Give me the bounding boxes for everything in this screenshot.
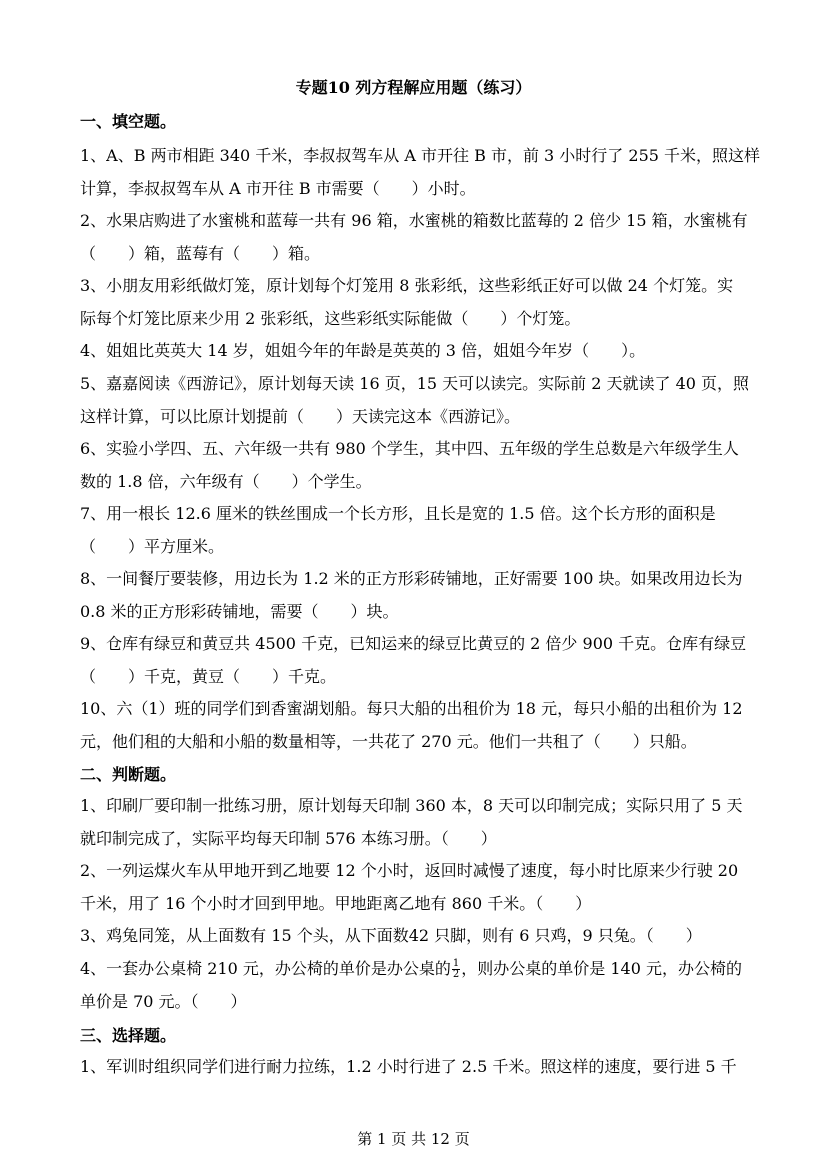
question-line: 3、小朋友用彩纸做灯笼，原计划每个灯笼用 8 张彩纸，这些彩纸正好可以做 24 个灯笼。实 — [80, 276, 734, 295]
fill-question-4 — [80, 335, 752, 368]
question-line: 1、军训时组织同学们进行耐力拉练，1.2 小时行进了 2.5 千米。照这样的速度，要行进 5 千 — [80, 1057, 737, 1076]
fraction-numerator: 1 — [452, 958, 460, 969]
question-line: 4、姐姐比英英大 14 岁，姐姐今年的年龄是英英的 3 倍，姐姐今年岁（ ）。 — [80, 341, 646, 360]
fill-question-7 — [80, 498, 752, 563]
fill-question-5 — [80, 368, 752, 433]
question-line: 5、嘉嘉阅读《西游记》，原计划每天读 16 页，15 天可以读完。实际前 2 天就读了 40 页，照 — [80, 374, 750, 393]
judge-question-4 — [80, 953, 752, 1018]
question-line: 10、六（1）班的同学们到香蜜湖划船。每只大船的出租价为 18 元，每只小船的出租价为 12 — [80, 699, 743, 718]
question-line: （ ）箱，蓝莓有（ ）箱。 — [80, 243, 321, 263]
question-line: 7、用一根长 12.6 厘米的铁丝围成一个长方形，且长是宽的 1.5 倍。这个长方形的面积是 — [80, 504, 716, 523]
question-line: （ ）千克，黄豆（ ）千克。 — [80, 666, 337, 686]
judge-question-1 — [80, 790, 752, 855]
question-line: 3、鸡兔同笼，从上面数有 15 个头，从下面数42 只脚，则有 6 只鸡，9 只兔。（ ） — [80, 926, 702, 945]
choice-question-1 — [80, 1051, 752, 1084]
question-line: 8、一间餐厅要装修，用边长为 1.2 米的正方形彩砖铺地，正好需要 100 块。如果改用边长为 — [80, 569, 743, 588]
question-line — [80, 953, 752, 986]
fill-question-8 — [80, 563, 752, 628]
question-line: 这样计算，可以比原计划提前（ ）天读完这本《西游记》。 — [80, 406, 521, 426]
question-line: 2、一列运煤火车从甲地开到乙地要 12 个小时，返回时减慢了速度，每小时比原来少行驶 20 — [80, 861, 739, 880]
judge-question-2 — [80, 855, 752, 920]
question-line: （ ）平方厘米。 — [80, 536, 225, 556]
fill-question-6 — [80, 433, 752, 498]
fill-question-9 — [80, 628, 752, 693]
fill-question-3 — [80, 270, 752, 335]
page-footer: 第 1 页 共 12 页 — [357, 1130, 470, 1148]
fraction — [452, 959, 460, 980]
question-line: 2、水果店购进了水蜜桃和蓝莓一共有 96 箱，水蜜桃的箱数比蓝莓的 2 倍少 15 箱，水蜜桃有 — [80, 211, 748, 230]
fill-question-2 — [80, 205, 752, 270]
question-line: 际每个灯笼比原来少用 2 张彩纸，这些彩纸实际能做（ ）个灯笼。 — [80, 308, 581, 328]
section-heading-choice: 三、选择题。 — [80, 1026, 177, 1045]
page-title: 专题10 列方程解应用题（练习） — [295, 78, 532, 97]
question-line: 单价是 70 元。（ ） — [80, 991, 247, 1011]
question-line: 计算，李叔叔驾车从 A 市开往 B 市需要（ ）小时。 — [80, 178, 476, 198]
question-line: 0.8 米的正方形彩砖铺地，需要（ ）块。 — [80, 601, 399, 621]
question-line: 1、印刷厂要印制一批练习册，原计划每天印制 360 本，8 天可以印制完成；实际只用了 5 天 — [80, 796, 743, 815]
question-line: 元，他们租的大船和小船的数量相等，一共花了 270 元。他们一共租了（ ）只船。 — [80, 731, 697, 751]
question-line: 就印制完成了，实际平均每天印制 576 本练习册。（ ） — [80, 828, 497, 848]
question-line: 千米，用了 16 个小时才回到甲地。甲地距离乙地有 860 千米。（ ） — [80, 893, 592, 913]
question-line: 数的 1.8 倍，六年级有（ ）个学生。 — [80, 471, 372, 491]
question-text: 4、一套办公桌椅 210 元，办公椅的单价是办公桌的 — [80, 959, 451, 978]
section-heading-fill: 一、填空题。 — [80, 112, 177, 131]
fill-question-10 — [80, 693, 752, 758]
section-heading-judge: 二、判断题。 — [80, 765, 177, 784]
fill-question-1 — [80, 140, 761, 205]
question-line: 6、实验小学四、五、六年级一共有 980 个学生，其中四、五年级的学生总数是六年级学生人 — [80, 439, 739, 458]
question-line: 9、仓库有绿豆和黄豆共 4500 千克，已知运来的绿豆比黄豆的 2 倍少 900 千克。仓库有绿豆 — [80, 634, 747, 653]
question-text: ，则办公桌的单价是 140 元，办公椅的 — [461, 959, 742, 978]
fraction-denominator: 2 — [452, 969, 460, 980]
question-line: 1、A、B 两市相距 340 千米，李叔叔驾车从 A 市开往 B 市，前 3 小时行了 255 千米，照这样 — [80, 146, 761, 165]
judge-question-3 — [80, 920, 752, 953]
